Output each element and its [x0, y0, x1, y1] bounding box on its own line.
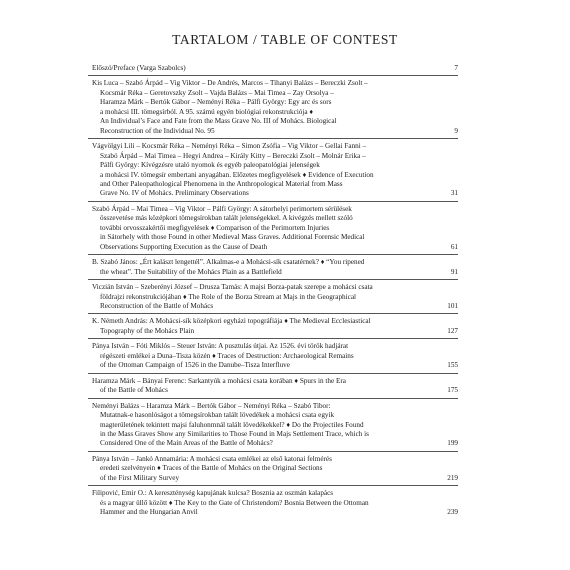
toc-page-number: 91: [450, 267, 458, 276]
toc-entry-line: Szabó Árpád – Mai Timea – Vig Viktor – Pálfi György: A sátorhelyi perimortem sérülések: [92, 204, 352, 213]
toc-entry[interactable]: [88, 75, 458, 138]
toc-entry-line: Neményi Balázs – Haramza Márk – Bertók Gábor – Neményi Réka – Szabó Tibor:: [92, 401, 331, 410]
toc-entry-line: Pánya István – Fóti Miklós – Steuer István: A pusztulás útjai. Az 1526. évi török hadjárat: [92, 342, 349, 351]
toc-entry-line: in Sátorhely with those Found in other Medieval Mass Graves. Additional Forensic Medical: [100, 233, 365, 242]
toc-entry-line: Grave No. IV of Mohács. Preliminary Observations: [100, 189, 249, 198]
toc-entry[interactable]: [88, 279, 458, 313]
toc-entry-line: földrajzi rekonstrukciójában ♦ The Role of the Borza Stream at Majs in the Geographical: [100, 292, 357, 301]
toc-entry-line: of the First Military Survey: [100, 473, 180, 482]
toc-entry-line: a mohácsi IV. tömegsír embertani anyagában. Előzetes megfigyelések ♦ Evidence of Execution: [100, 170, 374, 179]
toc-entry[interactable]: [88, 451, 458, 485]
toc-entry-line: Viczián István – Szeberényi József – Drusza Tamás: A majsi Borza-patak szerepe a mohácsi csata: [92, 283, 373, 292]
toc-entry-line: Mutatnak-e hasonlóságot a tömegsírokban talált lövedékek a mohácsi csata egyik: [100, 411, 335, 420]
toc-entry[interactable]: [88, 254, 458, 279]
toc-entry[interactable]: [88, 373, 458, 398]
toc-entry-text: [92, 489, 454, 517]
toc-entry-line: Vágvölgyi Lili – Kocsmár Réka – Neményi Réka – Simon Zsófia – Vig Viktor – Gellai Fanni –: [92, 142, 367, 151]
toc-entry-text: [92, 79, 454, 136]
toc-entry-line: Haramza Márk – Bertók Gábor – Neményi Réka – Pálfi György: Egy arc és sors: [100, 98, 332, 107]
toc-entry-line: Szabó Árpád – Mai Timea – Hegyi Andrea – Király Kitty – Bereczki Zsolt – Molnár Erika –: [100, 151, 366, 160]
toc-page-number: 127: [447, 326, 458, 335]
toc-entry-line: régészeti emlékei a Duna–Tisza közén ♦ Traces of Destruction: Archaeological Remains: [100, 351, 354, 360]
toc-entry-line: Considered One of the Main Areas of the Battle of Mohács?: [100, 439, 273, 448]
toc-entry-line: Hammer and the Hungarian Anvil: [100, 508, 198, 517]
toc-entry-line: the wheat”. The Suitability of the Mohács Plain as a Battlefield: [100, 267, 282, 276]
toc-page-number: 239: [447, 508, 458, 517]
page-title: TARTALOM / TABLE OF CONTEST: [172, 32, 398, 47]
toc-entry-line: Kocsmár Réka – Geretovszky Zsolt – Vajda Balázs – Mai Timea – Zay Orsolya –: [100, 88, 334, 97]
toc-entry[interactable]: [88, 338, 458, 372]
toc-page-number: 9: [454, 126, 458, 135]
toc-entry-line: in the Mass Graves Show any Similarities to Those Found in Majs Settlement Trace, which is: [100, 429, 369, 438]
toc-entry-line: and Other Paleopathological Phenomena in the Anthropological Material from Mass: [100, 179, 343, 188]
toc-entry-text: [92, 402, 454, 449]
toc-entry-line: Haramza Márk – Bányai Ferenc: Sarkantyúk a mohácsi csata korában ♦ Spurs in the Era: [92, 376, 346, 385]
toc-entry-line: of the Ottoman Campaign of 1526 in the Danube–Tisza Interfluve: [100, 361, 290, 370]
toc-entry-text: [92, 342, 454, 370]
toc-entry-line: Reconstruction of the Individual No. 95: [100, 126, 215, 135]
toc-entry-line: összevetése más középkori tömegsírokban talált jelenségekkel. A kivégzés mellett szóló: [100, 214, 353, 223]
toc-list: [88, 62, 458, 520]
toc-entry-line: Topography of the Mohács Plain: [100, 326, 195, 335]
toc-entry-line: Kis Luca – Szabó Árpád – Vig Viktor – De Andrés, Marcos – Tihanyi Balázs – Bereczki Zsolt –: [92, 79, 368, 88]
toc-page-number: 219: [447, 473, 458, 482]
toc-entry-line: Pánya István – Jankó Annamária: A mohácsi csata emlékei az első katonai felmérés: [92, 454, 332, 463]
toc-entry[interactable]: [88, 138, 458, 201]
toc-entry[interactable]: [88, 313, 458, 338]
toc-page-number: 7: [454, 64, 458, 72]
toc-entry-line: és a magyar üllő között ♦ The Key to the Gate of Christendom? Bosnia Between the Ottoman: [100, 498, 369, 507]
toc-entry-text: [92, 258, 454, 277]
toc-entry[interactable]: [88, 398, 458, 451]
toc-entry[interactable]: [88, 62, 458, 75]
toc-entry-line: B. Szabó János: „Ért kalászt lengettél”. Alkalmas-e a Mohácsi-sík csatatérnek? ♦ “You ripened: [92, 258, 365, 267]
toc-entry-text: [92, 283, 454, 311]
toc-entry-line: Observations Supporting Execution as the Cause of Death: [100, 242, 268, 251]
toc-entry-text: [92, 317, 454, 336]
toc-entry-line: magterületének tekintett majsi faluhonmnál talált lövedékekkel? ♦ Do the Projectiles Found: [100, 420, 364, 429]
toc-entry-text: [92, 64, 454, 73]
toc-entry-line: Filipović, Emir O.: A kereszténység kapujának kulcsa? Bosznia az oszmán kalapács: [92, 489, 334, 498]
toc-page-number: 175: [447, 386, 458, 395]
toc-entry-line: további orvosszakértői megfigyelések ♦ Comparison of the Perimortem Injuries: [100, 223, 330, 232]
toc-entry-text: [92, 377, 454, 396]
toc-entry-line: An Individual’s Face and Fate from the Mass Grave No. III of Mohács. Biological: [100, 117, 337, 126]
toc-entry-text: [92, 205, 454, 252]
toc-entry-text: [92, 142, 454, 199]
toc-entry-line: Pálfi György: Kívégzésre utaló nyomok és egyéb paleopatológiai jelenségek: [100, 161, 320, 170]
toc-page-number: 199: [447, 439, 458, 448]
toc-entry-text: [92, 455, 454, 483]
toc-page-number: 155: [447, 361, 458, 370]
toc-entry-line: K. Németh András: A Mohácsi-sík középkori egyházi topográfiája ♦ The Medieval Ecclesiastical: [92, 317, 371, 326]
toc-page-number: 101: [447, 301, 458, 310]
toc-entry-line: Előszó/Preface (Varga Szabolcs): [92, 64, 186, 72]
toc-page-number: 61: [450, 242, 458, 251]
toc-entry[interactable]: [88, 485, 458, 519]
toc-entry-line: a mohácsi III. tömegsírból. A 95. számú egyén biológiai rekonstrukciója ♦: [100, 107, 314, 116]
toc-entry-line: Reconstruction of the Battle of Mohács: [100, 301, 214, 310]
toc-entry-line: of the Battle of Mohács: [100, 386, 168, 395]
toc-page-number: 31: [450, 189, 458, 198]
toc-entry[interactable]: [88, 201, 458, 254]
toc-entry-line: eredeti szelvényein ♦ Traces of the Battle of Mohács on the Original Sections: [100, 464, 323, 473]
